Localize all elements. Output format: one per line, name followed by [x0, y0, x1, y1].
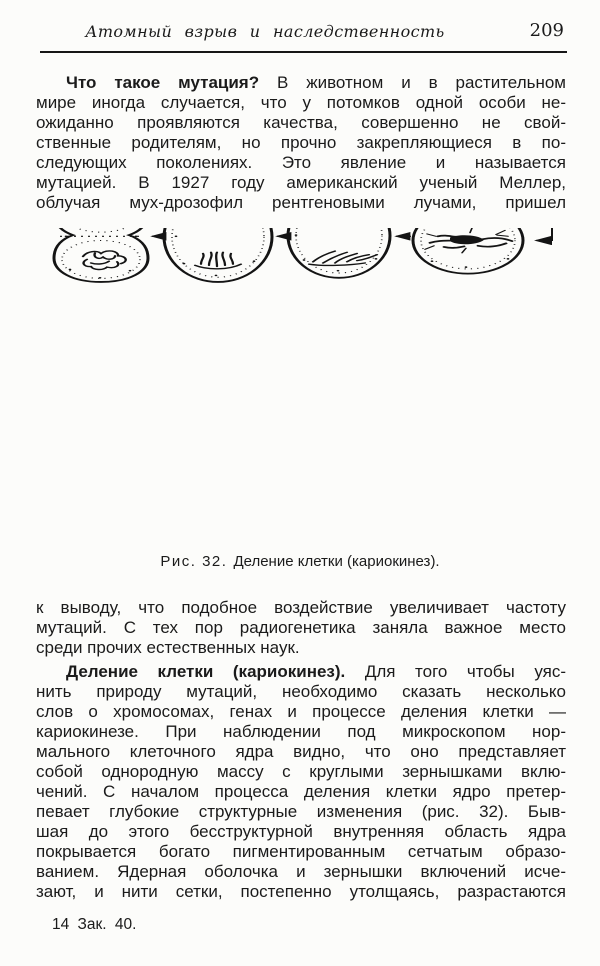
text-line: зают, и нити сетки, постепенно утолщаясь, разрастаются: [36, 882, 566, 901]
cell-stage-7: [164, 228, 272, 282]
figure-cell-division: [0, 228, 600, 560]
text-line: следующих поколениях. Это явление и называется: [36, 153, 566, 172]
figure-caption: [0, 553, 600, 570]
text-line: певает глубокие структурные изменения (рис. 32). Быв-: [36, 802, 566, 821]
text-line: слов о хромосомах, генах и процессе деления клетки —: [36, 702, 566, 721]
text-line: [36, 73, 566, 93]
text-line: покрывается богато пигментированным сетчатым образо-: [36, 842, 566, 861]
page-number: 209: [529, 20, 564, 41]
text-line: [36, 662, 566, 682]
text-line: ственные родителям, но прочно закрепляющиеся в по-: [36, 133, 566, 152]
text-line: мутацией. В 1927 году американский ученый Меллер,: [36, 173, 566, 192]
text-line: среди прочих естественных наук.: [36, 638, 300, 657]
paragraph-what-is-mutation: [36, 73, 566, 213]
text-line: мире иногда случается, что у потомков одной особи не-: [36, 93, 566, 112]
text-line: облучая мух-дрозофил рентгеновыми лучами, пришел: [36, 193, 566, 212]
header-rule: [40, 51, 567, 53]
text-line: ванием. Ядерная оболочка и зернышки включений исче-: [36, 862, 566, 881]
text-line: к выводу, что подобное воздействие увеличивает частоту: [36, 598, 566, 617]
text-run: Для того чтобы уяс-: [345, 662, 566, 681]
paragraph-lead: Что такое мутация?: [66, 73, 260, 92]
figure-caption-text: Деление клетки (кариокинез).: [233, 553, 440, 570]
paragraph-cell-division: [36, 662, 566, 902]
text-line: собой однородную массу с круглыми зернышками вклю-: [36, 762, 566, 781]
text-line: чений. С началом процесса деления клетки ядро претер-: [36, 782, 566, 801]
running-title: Атомный взрыв и наследственность: [85, 22, 445, 41]
printer-imprint: 14 Зак. 40.: [52, 916, 137, 933]
text-run: В животном и в растительном: [259, 73, 566, 92]
daughter-group-bottom: [195, 252, 241, 268]
arrow-4-5-connector: [524, 228, 552, 240]
text-line: мутаций. С тех пор радиогенетика заняла важное место: [36, 618, 566, 637]
paragraph-lead: Деление клетки (кариокинез).: [66, 662, 346, 681]
figure-caption-label: Рис. 32.: [160, 553, 228, 570]
chromosome-group-bottom: [309, 251, 377, 265]
text-line: ожиданно проявляются качества, совершенно не свой-: [36, 113, 566, 132]
text-line: мального клеточного ядра видно, что оно представляет: [36, 742, 566, 761]
text-line: нить природу мутаций, необходимо сказать несколько: [36, 682, 566, 701]
text-line: шая до этого бесструктурной внутренняя область ядра: [36, 822, 566, 841]
paragraph-conclusion: [36, 598, 566, 658]
cell-stage-6: [288, 228, 390, 278]
daughter-nucleus-bottom: [83, 251, 126, 270]
text-line: кариокинезе. При наблюдении под микроскопом нор-: [36, 722, 566, 741]
cell-stage-8: [54, 228, 148, 282]
cell-stage-5: [413, 228, 523, 274]
